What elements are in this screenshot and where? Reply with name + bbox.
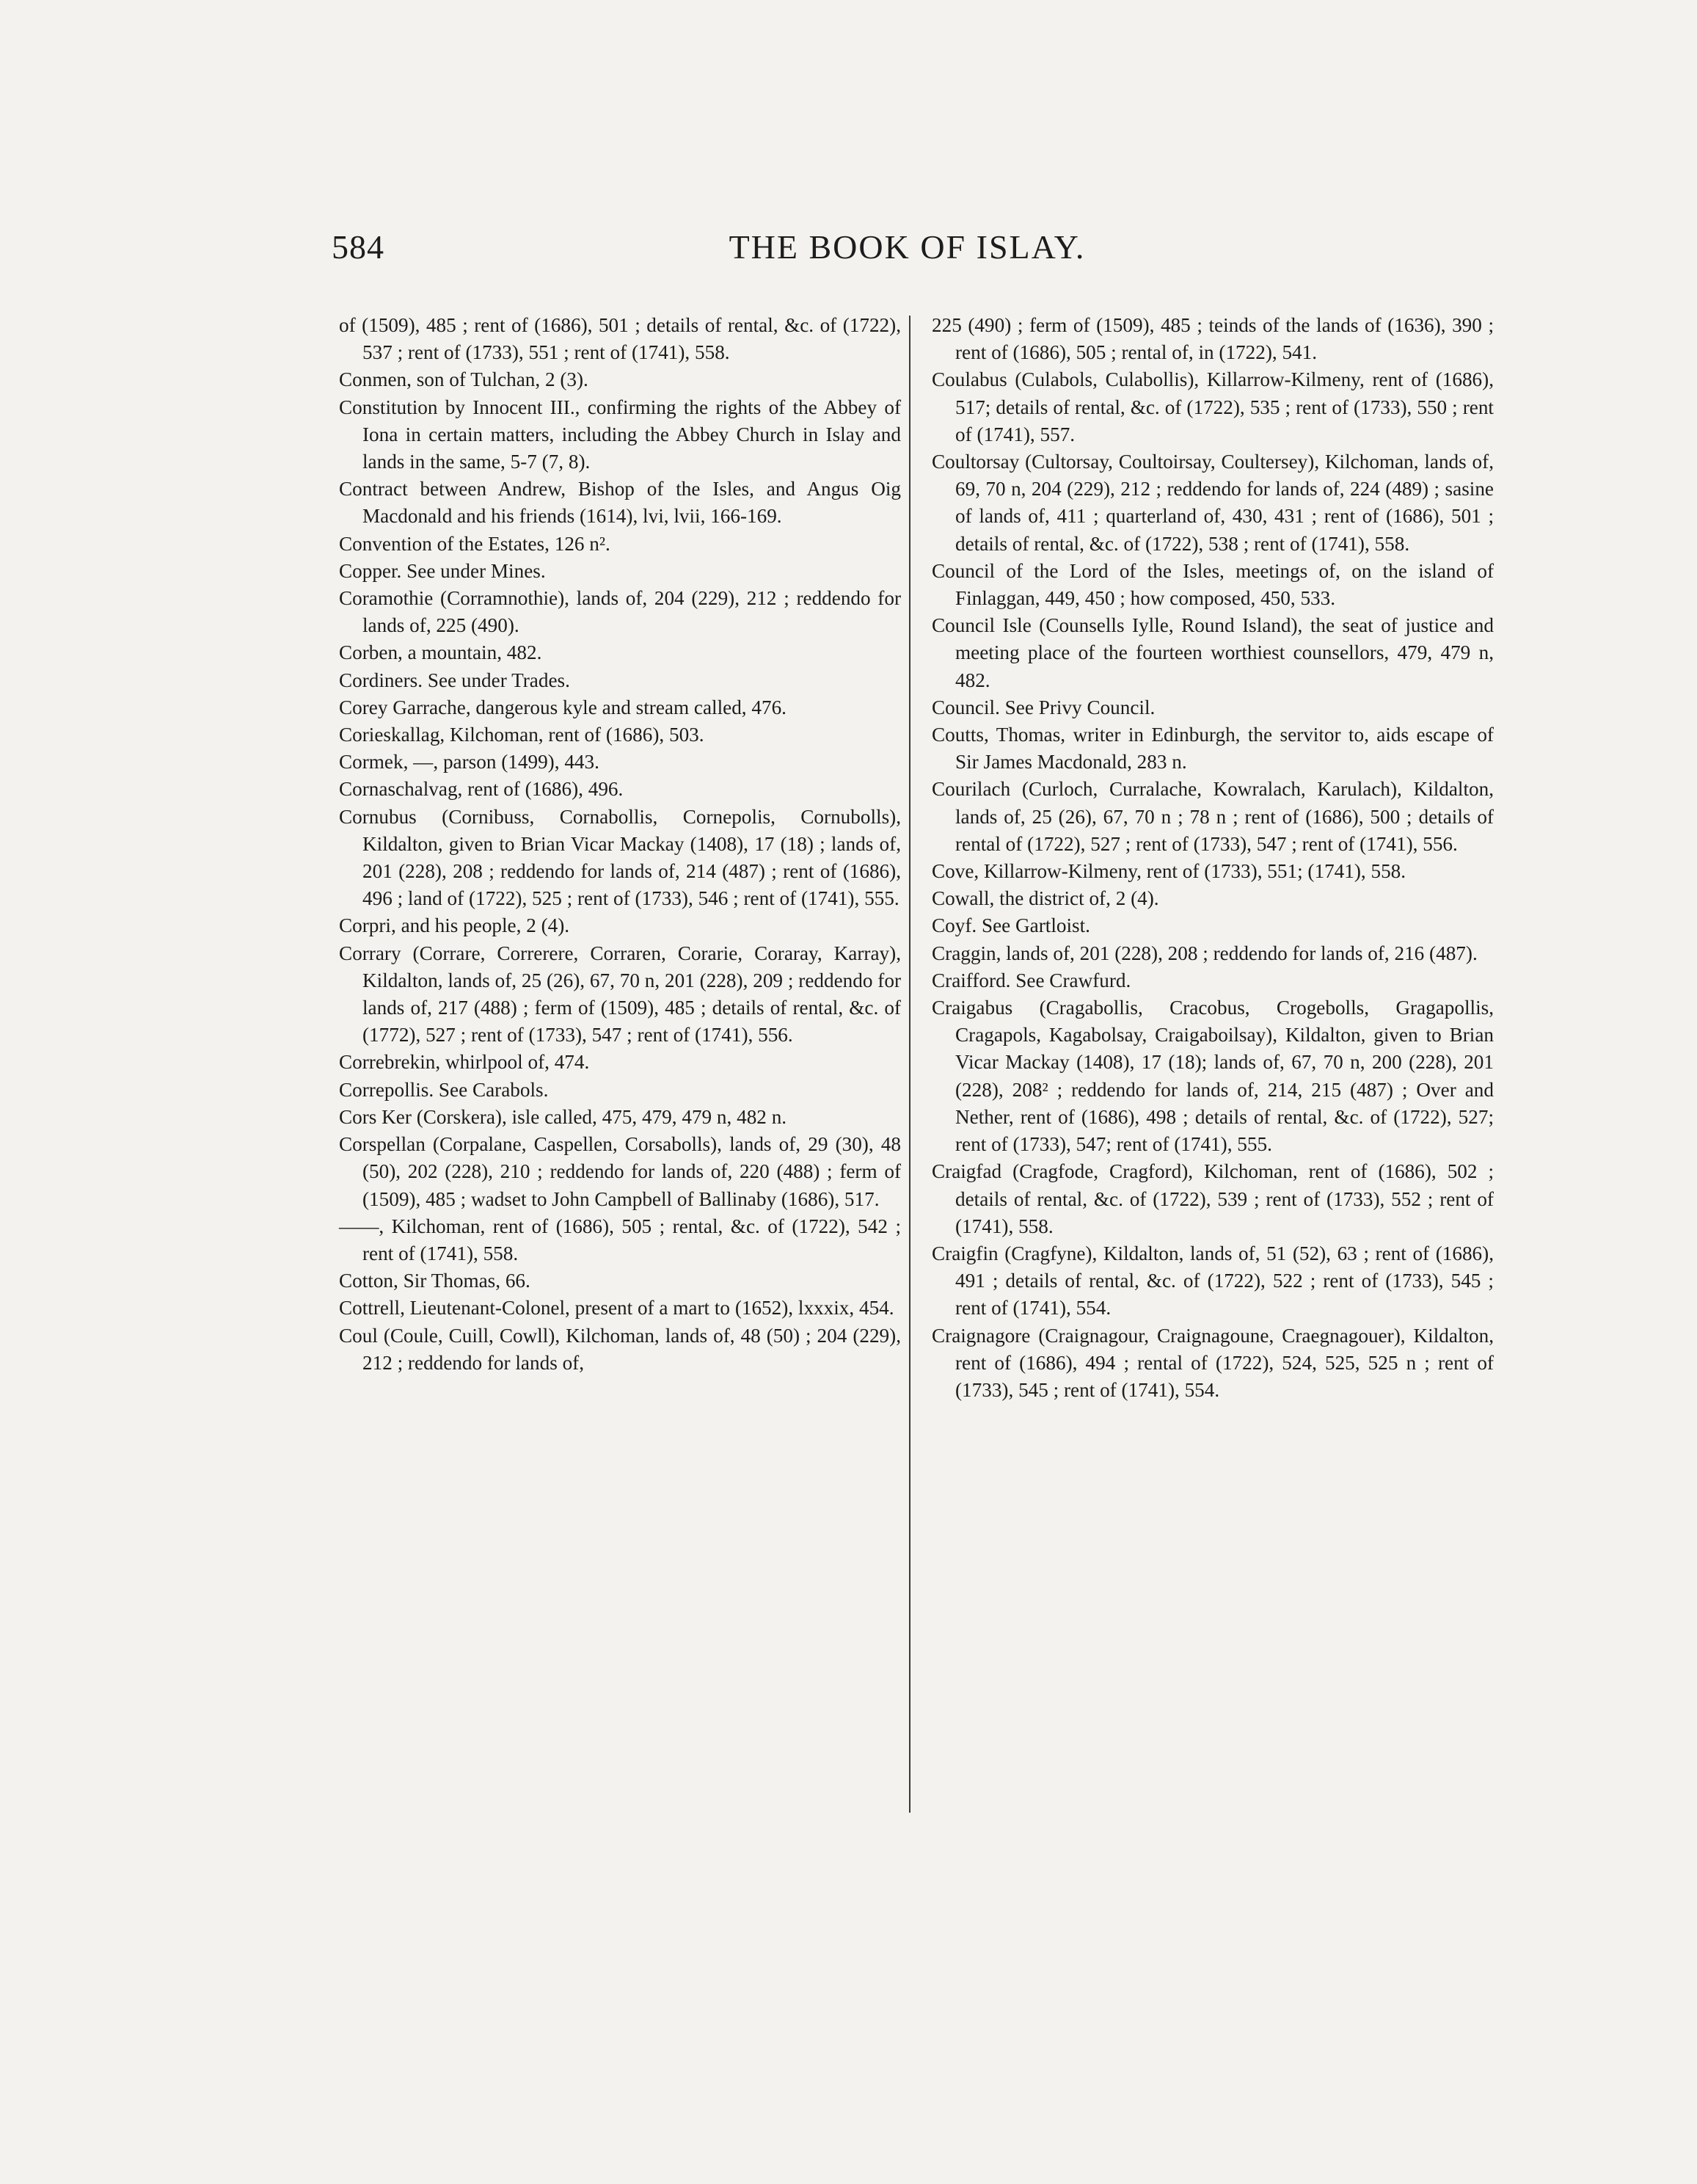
index-entry: Cowall, the district of, 2 (4). — [932, 887, 1159, 910]
index-entry: Corspellan (Corpalane, Caspellen, Corsabolls), lands of, 29 (30), 48 (50), 202 (228), 210 ; reddendo for lands of, 220 (488) ; ferm of (1509), 485 ; wadset to John Campbell of Ballinaby (1686), 517. — [339, 1133, 901, 1210]
index-entry: Convention of the Estates, 126 n². — [339, 532, 610, 555]
index-entry: Corey Garrache, dangerous kyle and stream called, 476. — [339, 696, 787, 718]
index-entry: Correbrekin, whirlpool of, 474. — [339, 1051, 590, 1074]
index-entry: Craigfin (Cragfyne), Kildalton, lands of, 51 (52), 63 ; rent of (1686), 491 ; details of rental, &c. of (1722), 522 ; rent of (1733), 545 ; rent of (1741), 554. — [932, 1242, 1494, 1320]
index-entry: Corieskallag, Kilchoman, rent of (1686), 503. — [339, 724, 704, 746]
index-entry: Craifford. See Crawfurd. — [932, 969, 1131, 991]
index-entry: 225 (490) ; ferm of (1509), 485 ; teinds of the lands of (1636), 390 ; rent of (1686), 505 ; rental of, in (1722), 541. — [932, 314, 1494, 364]
index-entry: Copper. See under Mines. — [339, 559, 546, 582]
running-head-title: THE BOOK OF ISLAY. — [729, 228, 1086, 266]
column-divider — [909, 316, 910, 1813]
index-entry: Contract between Andrew, Bishop of the Isles, and Angus Oig Macdonald and his friends (1614), lvi, lvii, 166-169. — [339, 478, 901, 528]
index-entry: Cornaschalvag, rent of (1686), 496. — [339, 778, 624, 801]
index-entry: Conmen, son of Tulchan, 2 (3). — [339, 368, 588, 391]
index-entry: Cove, Killarrow-Kilmeny, rent of (1733), 551; (1741), 558. — [932, 860, 1406, 883]
index-entry: Cormek, —, parson (1499), 443. — [339, 751, 599, 774]
index-entry: Craigfad (Cragfode, Cragford), Kilchoman, rent of (1686), 502 ; details of rental, &c. of (1722), 539 ; rent of (1733), 552 ; rent of (1741), 558. — [932, 1160, 1494, 1237]
index-entry: Coramothie (Corramnothie), lands of, 204 (229), 212 ; reddendo for lands of, 225 (490). — [339, 587, 901, 637]
index-entry: Coulabus (Culabols, Culabollis), Killarrow-Kilmeny, rent of (1686), 517; details of rental, &c. of (1722), 535 ; rent of (1733), 550 ; rent of (1741), 557. — [932, 368, 1494, 445]
index-entry: Coultorsay (Cultorsay, Coultoirsay, Coultersey), Kilchoman, lands of, 69, 70 n, 204 (229), 212 ; reddendo for lands of, 224 (489) ; sasine of lands of, 411 ; quarterland of, 430, 431 ; rent of (1686), 501 ; details of rental, &c. of (1722), 538 ; rent of (1741), 558. — [932, 451, 1494, 555]
index-entry: Cors Ker (Corskera), isle called, 475, 479, 479 n, 482 n. — [339, 1105, 787, 1128]
index-entry: Council. See Privy Council. — [932, 696, 1156, 718]
index-entry: Correpollis. See Carabols. — [339, 1078, 549, 1101]
index-entry: Craggin, lands of, 201 (228), 208 ; reddendo for lands of, 216 (487). — [932, 942, 1478, 964]
index-entry: Cornubus (Cornibuss, Cornabollis, Cornepolis, Cornubolls), Kildalton, given to Brian Vicar Mackay (1408), 17 (18) ; lands of, 201 (228), 208 ; reddendo for lands of, 214 (487) ; rent of (1686), 496 ; land of (1722), 525 ; rent of (1733), 546 ; rent of (1741), 555. — [339, 805, 901, 910]
index-entry: Corrary (Corrare, Correrere, Corraren, Corarie, Coraray, Karray), Kildalton, lands of, 25 (26), 67, 70 n, 201 (228), 209 ; reddendo for lands of, 217 (488) ; ferm of (1509), 485 ; details of rental, &c. of (1772), 527 ; rent of (1733), 547 ; rent of (1741), 556. — [339, 942, 901, 1046]
index-entry: Cordiners. See under Trades. — [339, 669, 570, 691]
index-entry: Coutts, Thomas, writer in Edinburgh, the servitor to, aids escape of Sir James Macdonald, 283 n. — [932, 724, 1494, 774]
index-entry: Coyf. See Gartloist. — [932, 914, 1090, 937]
right-column — [932, 312, 1494, 1404]
index-entry: Craigabus (Cragabollis, Cracobus, Crogebolls, Gragapollis, Cragapols, Kagabolsay, Craigaboilsay), Kildalton, given to Brian Vicar Mackay (1408), 17 (18); lands of, 67, 70 n, 200 (228), 201 (228), 208² ; reddendo for lands of, 214, 215 (487) ; Over and Nether, rent of (1686), 498 ; details of rental, &c. of (1722), 527; rent of (1733), 547; rent of (1741), 555. — [932, 997, 1494, 1156]
index-entry: of (1509), 485 ; rent of (1686), 501 ; details of rental, &c. of (1722), 537 ; rent of (1733), 551 ; rent of (1741), 558. — [339, 314, 901, 364]
index-entry: Cotton, Sir Thomas, 66. — [339, 1270, 530, 1292]
index-entry: Cottrell, Lieutenant-Colonel, present of a mart to (1652), lxxxix, 454. — [339, 1297, 894, 1320]
running-head — [0, 228, 1697, 266]
index-entry: Corben, a mountain, 482. — [339, 641, 542, 664]
page-number: 584 — [332, 228, 384, 266]
index-entry: Courilach (Curloch, Curralache, Kowralach, Karulach), Kildalton, lands of, 25 (26), 67, 70 n ; 78 n ; rent of (1686), 500 ; details of rental of (1722), 527 ; rent of (1733), 547 ; rent of (1741), 556. — [932, 778, 1494, 855]
left-column — [339, 312, 901, 1377]
index-entry: ——, Kilchoman, rent of (1686), 505 ; rental, &c. of (1722), 542 ; rent of (1741), 558. — [339, 1215, 901, 1264]
index-entry: Craignagore (Craignagour, Craignagoune, Craegnagouer), Kildalton, rent of (1686), 494 ; rental of (1722), 524, 525, 525 n ; rent of (1733), 545 ; rent of (1741), 554. — [932, 1324, 1494, 1401]
index-entry: Coul (Coule, Cuill, Cowll), Kilchoman, lands of, 48 (50) ; 204 (229), 212 ; reddendo for lands of, — [339, 1324, 901, 1374]
index-entry: Council Isle (Counsells Iylle, Round Island), the seat of justice and meeting place of the fourteen worthiest counsellors, 479, 479 n, 482. — [932, 614, 1494, 691]
index-entry: Constitution by Innocent III., confirming the rights of the Abbey of Iona in certain matters, including the Abbey Church in Islay and lands in the same, 5-7 (7, 8). — [339, 396, 901, 473]
index-entry: Corpri, and his people, 2 (4). — [339, 914, 570, 937]
index-entry: Council of the Lord of the Isles, meetings of, on the island of Finlaggan, 449, 450 ; how composed, 450, 533. — [932, 559, 1494, 610]
